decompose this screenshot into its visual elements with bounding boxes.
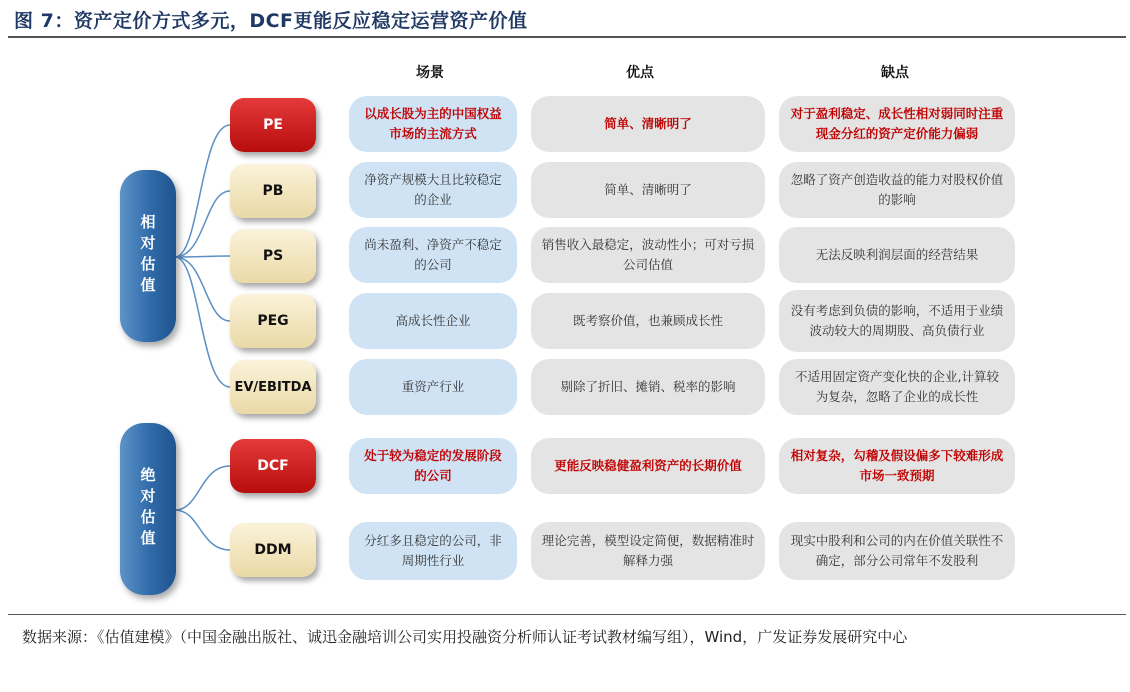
figure-title: 图 7：资产定价方式多元，DCF更能反应稳定运营资产价值 [14, 10, 528, 32]
cons-ddm: 现实中股利和公司的内在价值关联性不确定，部分公司常年不发股利 [779, 522, 1015, 580]
cons-ps: 无法反映利润层面的经营结果 [779, 227, 1015, 283]
group-absolute-valuation: 绝对估值 [120, 423, 176, 595]
scene-ev-ebitda: 重资产行业 [349, 359, 517, 415]
method-ev-ebitda: EV/EBITDA [230, 360, 316, 414]
cons-peg: 没有考虑到负债的影响，不适用于业绩波动较大的周期股、高负债行业 [779, 290, 1015, 352]
column-header-cons: 缺点 [881, 65, 909, 81]
method-peg: PEG [230, 294, 316, 348]
column-header-pros: 优点 [626, 65, 654, 81]
pros-ddm: 理论完善，模型设定简便，数据精准时解释力强 [531, 522, 765, 580]
column-header-scene: 场景 [416, 65, 444, 81]
scene-pb: 净资产规模大且比较稳定的企业 [349, 162, 517, 218]
method-ddm: DDM [230, 523, 316, 577]
pros-pe: 简单、清晰明了 [531, 96, 765, 152]
pros-ev-ebitda: 剔除了折旧、摊销、税率的影响 [531, 359, 765, 415]
pros-peg: 既考察价值，也兼顾成长性 [531, 293, 765, 349]
method-dcf: DCF [230, 439, 316, 493]
pros-ps: 销售收入最稳定，波动性小；可对亏损公司估值 [531, 227, 765, 283]
source-note: 数据来源：《估值建模》（中国金融出版社、诚迅金融培训公司实用投融资分析师认证考试教材编写组），Wind，广发证券发展研究中心 [22, 628, 908, 646]
pros-dcf: 更能反映稳健盈利资产的长期价值 [531, 438, 765, 494]
method-pe: PE [230, 98, 316, 152]
cons-pb: 忽略了资产创造收益的能力对股权价值的影响 [779, 162, 1015, 218]
bottom-divider [8, 614, 1126, 615]
scene-ddm: 分红多且稳定的公司，非周期性行业 [349, 522, 517, 580]
scene-dcf: 处于较为稳定的发展阶段的公司 [349, 438, 517, 494]
cons-ev-ebitda: 不适用固定资产变化快的企业,计算较为复杂，忽略了企业的成长性 [779, 359, 1015, 415]
cons-pe: 对于盈利稳定、成长性相对弱同时注重现金分红的资产定价能力偏弱 [779, 96, 1015, 152]
scene-peg: 高成长性企业 [349, 293, 517, 349]
group-relative-valuation: 相对估值 [120, 170, 176, 342]
scene-pe: 以成长股为主的中国权益市场的主流方式 [349, 96, 517, 152]
method-ps: PS [230, 229, 316, 283]
pros-pb: 简单、清晰明了 [531, 162, 765, 218]
cons-dcf: 相对复杂，勾稽及假设偏多下较难形成市场一致预期 [779, 438, 1015, 494]
scene-ps: 尚未盈利、净资产不稳定的公司 [349, 227, 517, 283]
method-pb: PB [230, 164, 316, 218]
